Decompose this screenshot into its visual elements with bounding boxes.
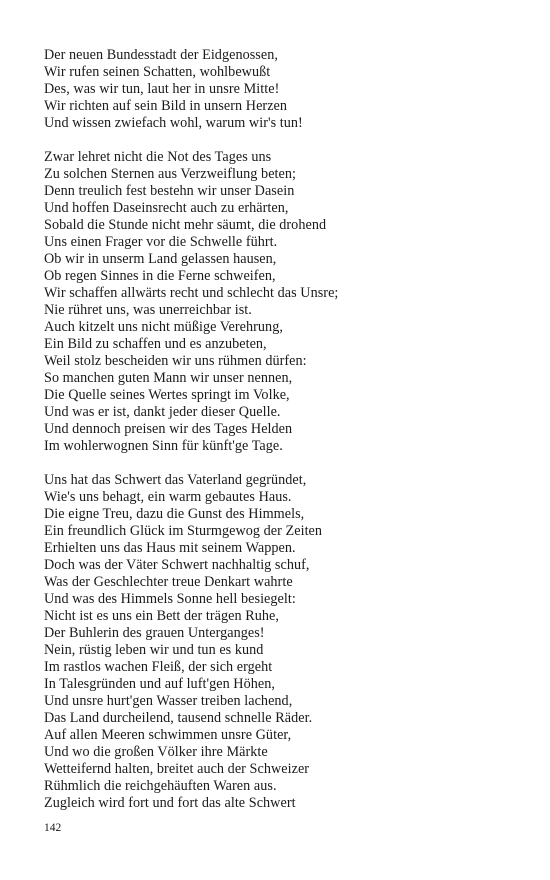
stanza-3 (44, 472, 524, 812)
poem-line: Die Quelle seines Wertes springt im Volke, (44, 387, 290, 403)
poem-line: Zwar lehret nicht die Not des Tages uns (44, 149, 272, 165)
poem-line: Sobald die Stunde nicht mehr säumt, die drohend (44, 217, 327, 233)
poem-line: Der Buhlerin des grauen Unterganges! (44, 625, 265, 641)
stanza-2 (44, 149, 524, 455)
poem-line: Wie's uns behagt, ein warm gebautes Haus. (44, 489, 292, 505)
poem-line: Weil stolz bescheiden wir uns rühmen dürfen: (44, 353, 307, 369)
poem-line: Erhielten uns das Haus mit seinem Wappen. (44, 540, 296, 556)
poem-line: Nie rühret uns, was unerreichbar ist. (44, 302, 252, 318)
poem-line: Uns einen Frager vor die Schwelle führt. (44, 234, 278, 250)
poem-line: Und was er ist, dankt jeder dieser Quelle. (44, 404, 281, 420)
stanza-1 (44, 47, 524, 132)
poem-line: Ein freundlich Glück im Sturmgewog der Zeiten (44, 523, 323, 539)
poem-line: Und hoffen Daseinsrecht auch zu erhärten, (44, 200, 289, 216)
poem-line: Des, was wir tun, laut her in unsre Mitte! (44, 81, 280, 97)
poem-line: So manchen guten Mann wir unser nennen, (44, 370, 293, 386)
poem-line: Wir richten auf sein Bild in unsern Herzen (44, 98, 288, 114)
poem-line: Auf allen Meeren schwimmen unsre Güter, (44, 727, 292, 743)
poem-line: Und wo die großen Völker ihre Märkte (44, 744, 268, 760)
poem-line: Und dennoch preisen wir des Tages Helden (44, 421, 293, 437)
poem-line: Ob regen Sinnes in die Ferne schweifen, (44, 268, 276, 284)
poem-line: Auch kitzelt uns nicht müßige Verehrung, (44, 319, 283, 335)
poem-line: Wir schaffen allwärts recht und schlecht das Unsre; (44, 285, 339, 301)
poem-line: Nicht ist es uns ein Bett der trägen Ruhe, (44, 608, 279, 624)
poem-line: In Talesgründen und auf luft'gen Höhen, (44, 676, 275, 692)
poem-line: Doch was der Väter Schwert nachhaltig schuf, (44, 557, 310, 573)
poem-line: Was der Geschlechter treue Denkart wahrte (44, 574, 293, 590)
poem-line: Wir rufen seinen Schatten, wohlbewußt (44, 64, 271, 80)
poem-line: Und was des Himmels Sonne hell besiegelt: (44, 591, 296, 607)
poem-line: Zu solchen Sternen aus Verzweiflung beten; (44, 166, 297, 182)
poem-line: Und unsre hurt'gen Wasser treiben lachend, (44, 693, 293, 709)
poem-line: Rühmlich die reichgehäuften Waren aus. (44, 778, 277, 794)
poem-line: Die eigne Treu, dazu die Gunst des Himmels, (44, 506, 305, 522)
poem-line: Zugleich wird fort und fort das alte Schwert (44, 795, 296, 811)
poem-line: Uns hat das Schwert das Vaterland gegründet, (44, 472, 307, 488)
poem-line: Ob wir in unserm Land gelassen hausen, (44, 251, 277, 267)
poem-line: Im wohlerwognen Sinn für künft'ge Tage. (44, 438, 283, 454)
poem-line: Im rastlos wachen Fleiß, der sich ergeht (44, 659, 273, 675)
poem-line: Denn treulich fest bestehn wir unser Dasein (44, 183, 295, 199)
page-number: 142 (44, 822, 62, 834)
poem-line: Und wissen zwiefach wohl, warum wir's tun! (44, 115, 303, 131)
poem-line: Das Land durcheilend, tausend schnelle Räder. (44, 710, 313, 726)
poem-line: Der neuen Bundesstadt der Eidgenossen, (44, 47, 278, 63)
poem-line: Ein Bild zu schaffen und es anzubeten, (44, 336, 267, 352)
poem-line: Wetteifernd halten, breitet auch der Schweizer (44, 761, 310, 777)
poem-line: Nein, rüstig leben wir und tun es kund (44, 642, 264, 658)
poem-text (44, 47, 524, 829)
